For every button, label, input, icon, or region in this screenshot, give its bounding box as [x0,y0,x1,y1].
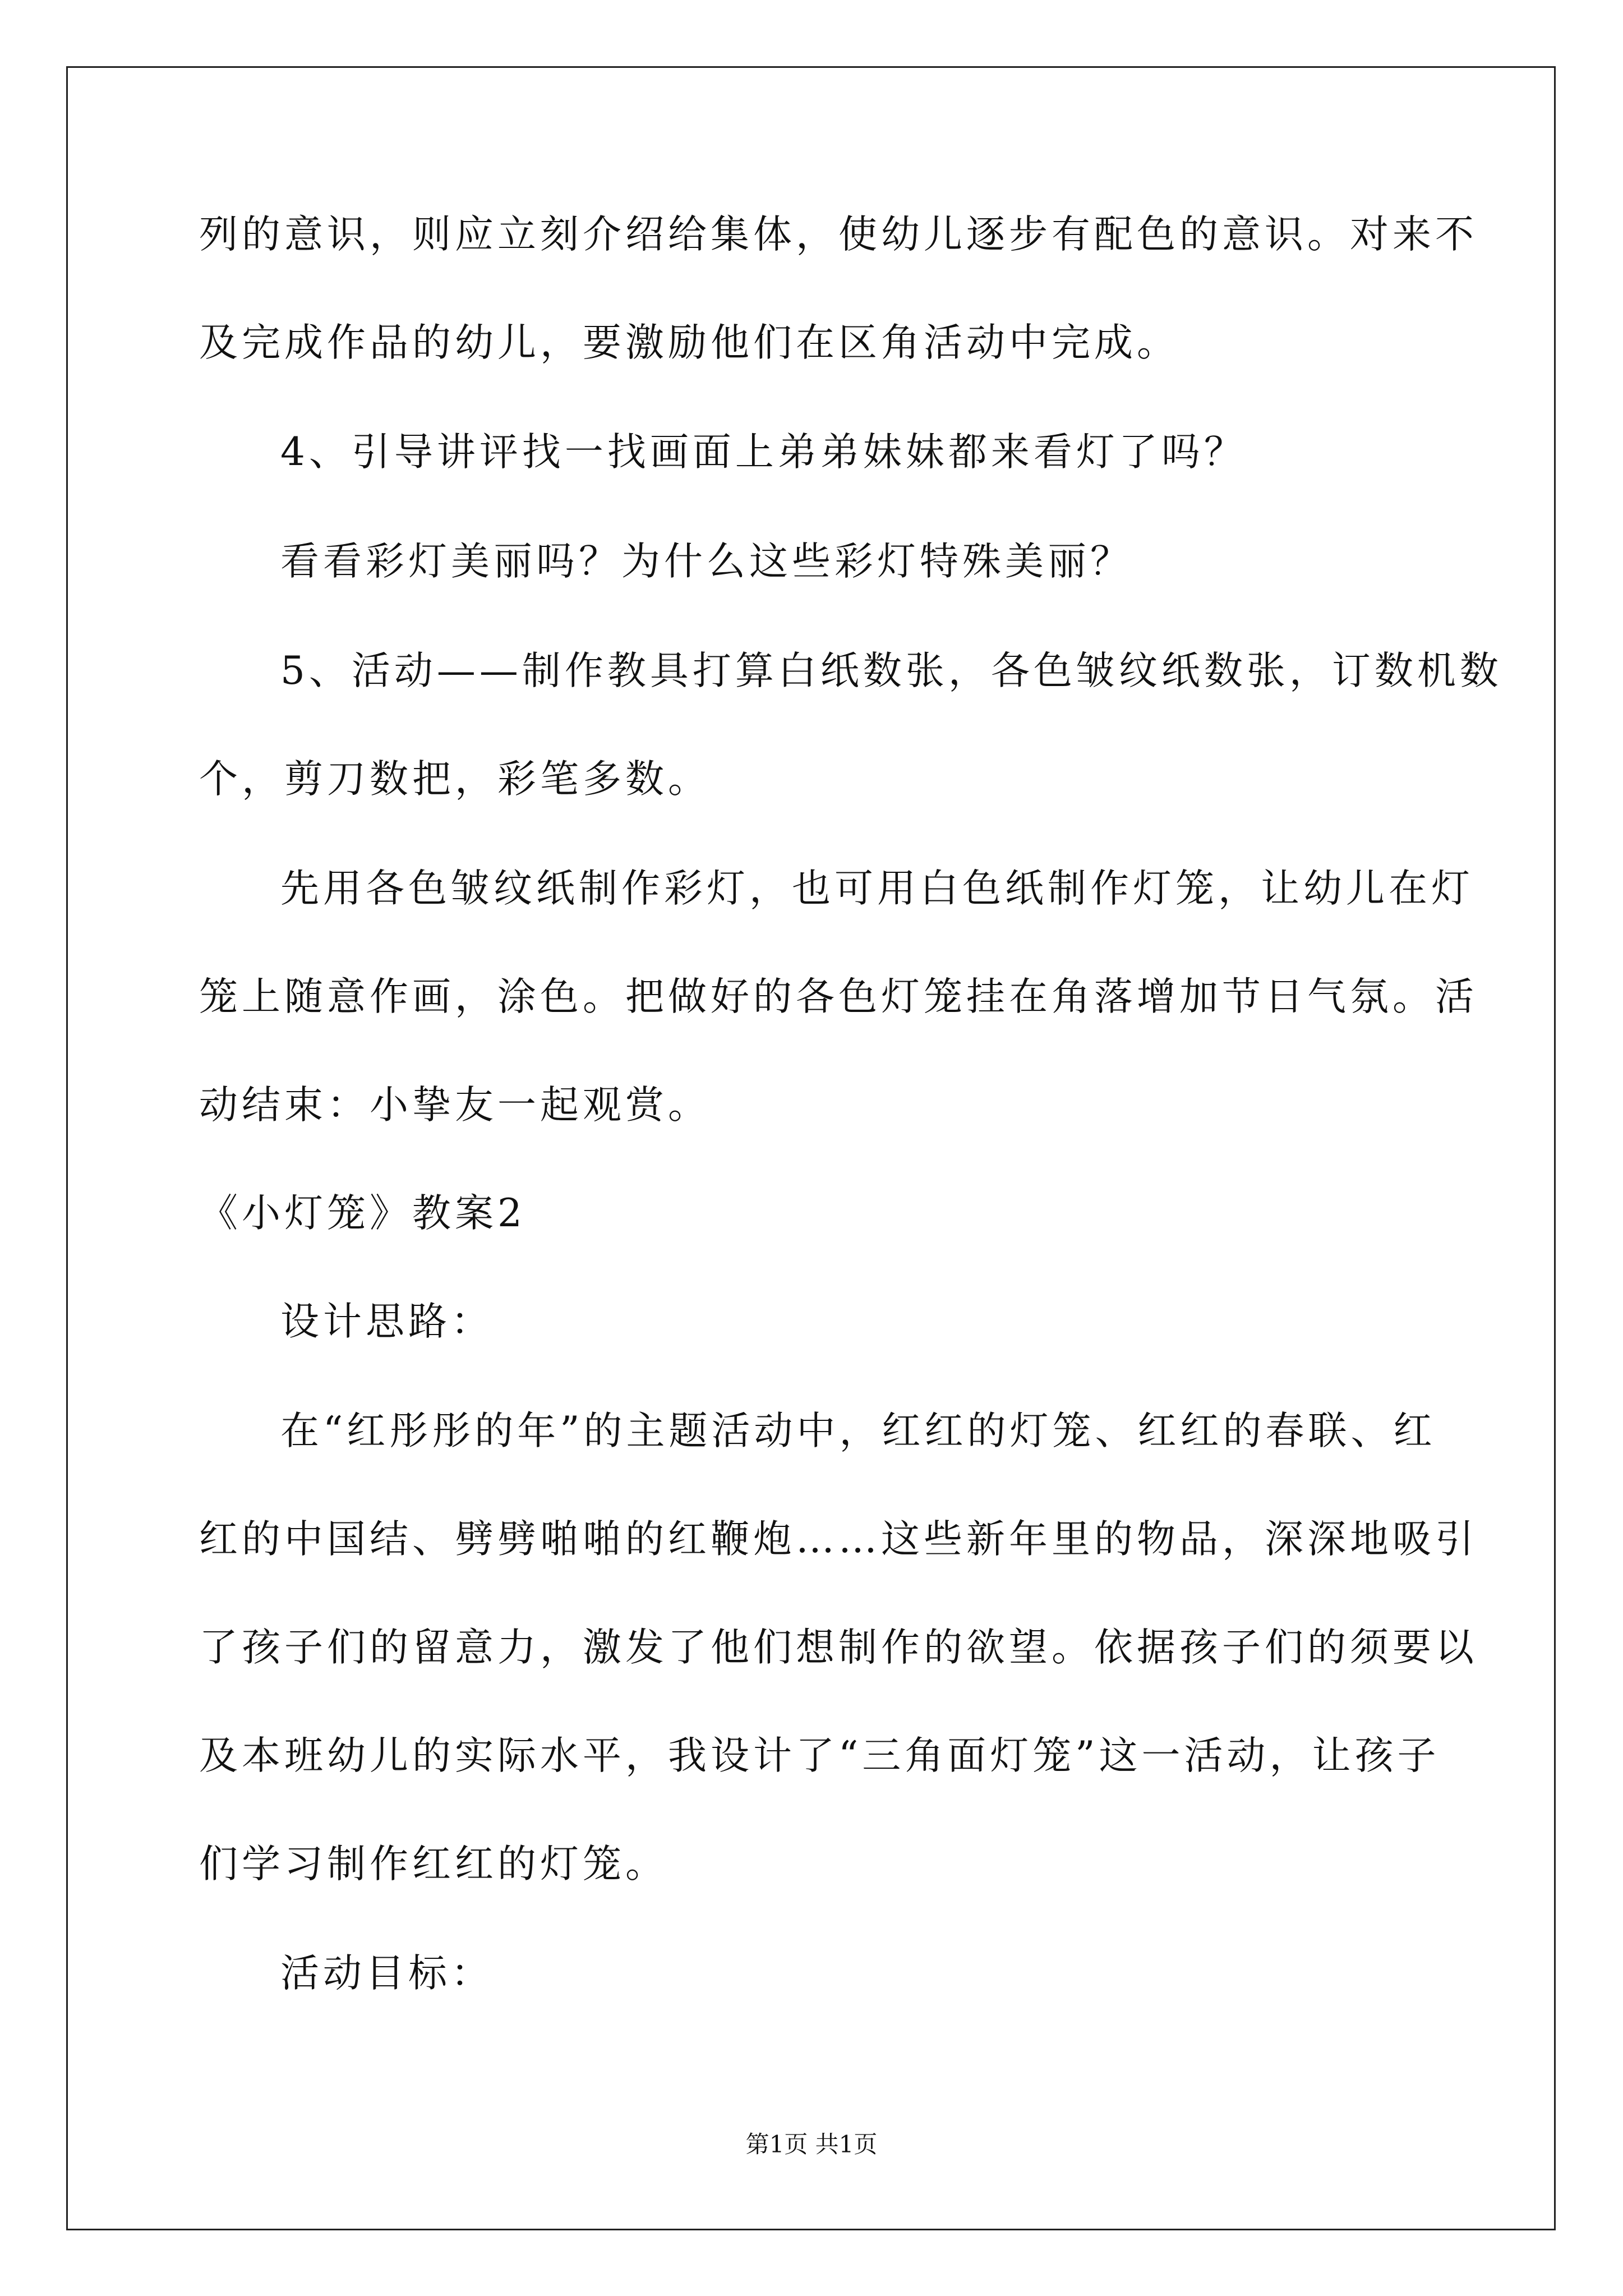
text-line: 活动目标： [280,1951,494,1996]
text-line: 列的意识，则应立刻介绍给集体，使幼儿逐步有配色的意识。对来不 [199,212,1478,257]
text-line: 5、活动——制作教具打算白纸数张，各色皱纹纸数张，订数机数 [280,648,1502,693]
text-line: 看看彩灯美丽吗？为什么这些彩灯特殊美丽？ [280,539,1133,584]
text-line: 动结束：小挚友一起观赏。 [199,1083,711,1128]
section-title: 《小灯笼》教案2 [199,1191,526,1236]
text-line: 笼上随意作画，涂色。把做好的各色灯笼挂在角落增加节日气氛。活 [199,974,1478,1019]
text-line: 设计思路： [280,1299,494,1344]
text-line: 个，剪刀数把，彩笔多数。 [199,757,711,802]
document-body [199,208,1502,2000]
text-line: 及本班幼儿的实际水平，我设计了“三角面灯笼”这一活动，让孩子 [199,1733,1440,1778]
text-line: 们学习制作红红的灯笼。 [199,1842,668,1887]
text-line: 了孩子们的留意力，激发了他们想制作的欲望。依据孩子们的须要以 [199,1625,1478,1670]
text-line: 红的中国结、劈劈啪啪的红鞭炮……这些新年里的物品，深深地吸引 [199,1517,1478,1562]
text-line: 在“红彤彤的年”的主题活动中，红红的灯笼、红红的春联、红 [280,1409,1436,1453]
text-line: 4、引导讲评找一找画面上弟弟妹妹都来看灯了吗？ [280,430,1247,475]
text-line: 及完成作品的幼儿，要激励他们在区角活动中完成。 [199,320,1179,365]
text-line: 先用各色皱纹纸制作彩灯，也可用白色纸制作灯笼，让幼儿在灯 [280,866,1474,911]
page-footer: 第1页 共1页 [745,2131,878,2158]
